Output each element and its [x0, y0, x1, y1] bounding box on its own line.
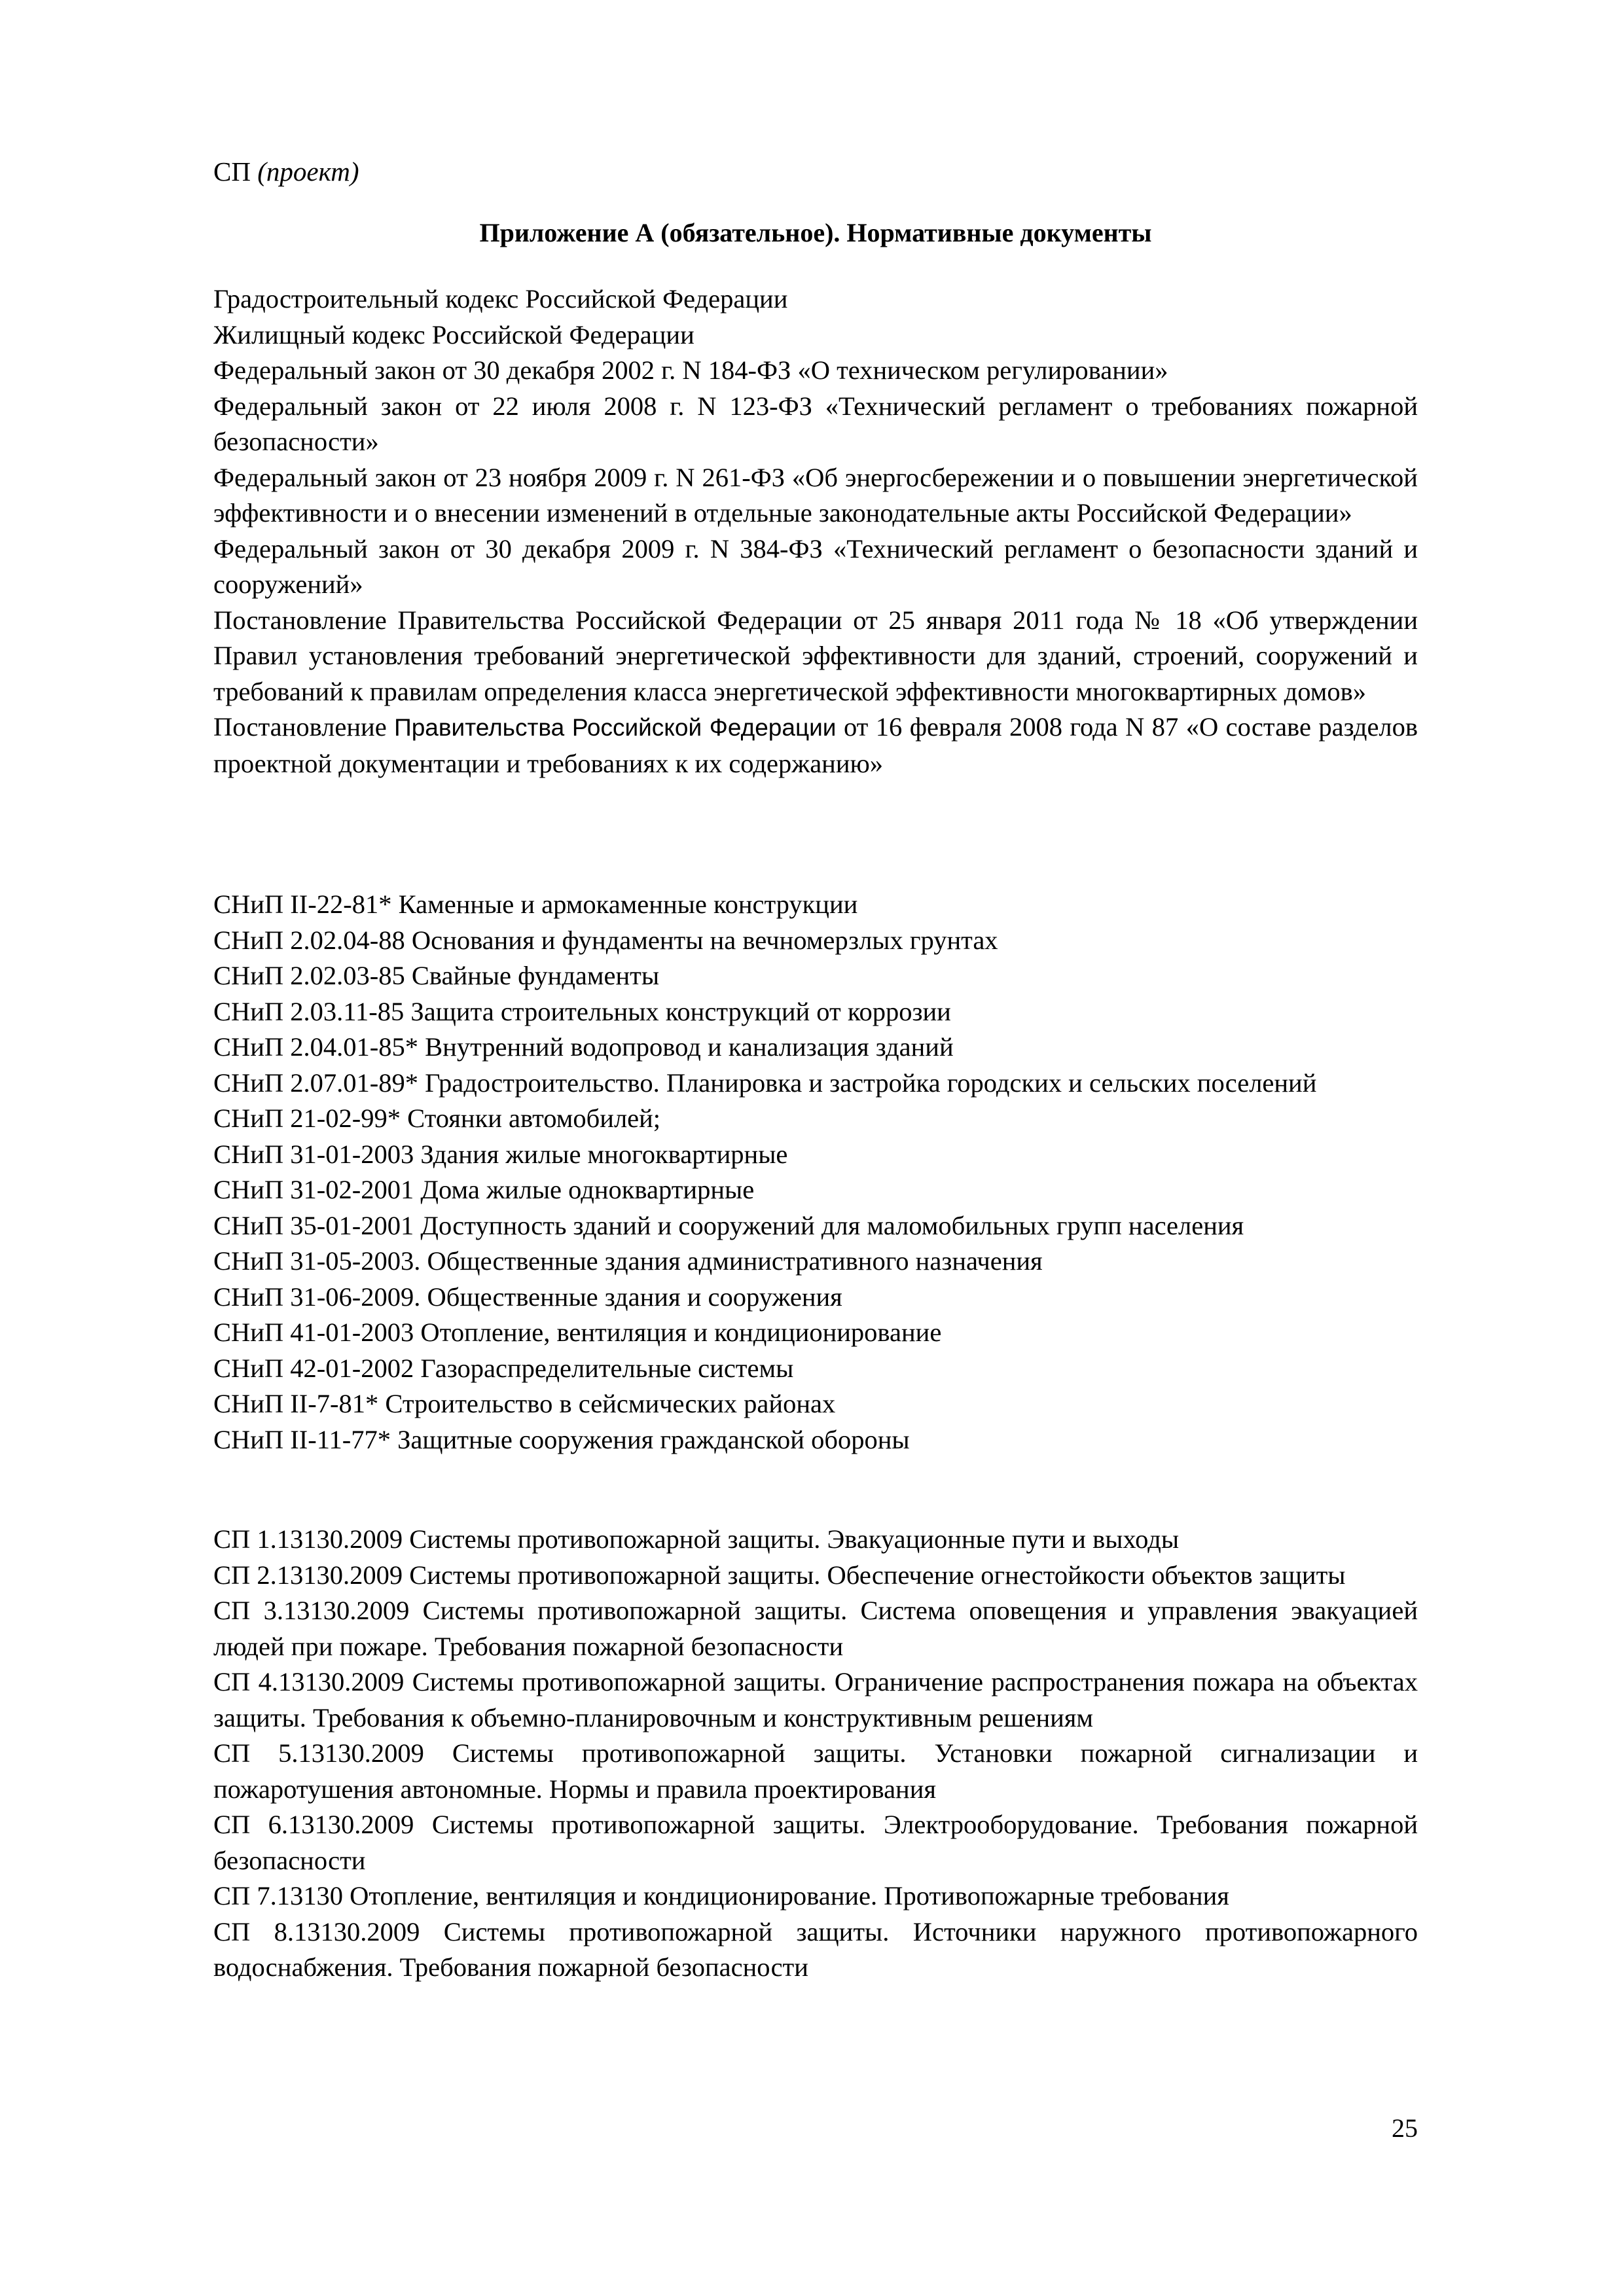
snip-item: СНиП 31-06-2009. Общественные здания и сооружения [213, 1282, 842, 1312]
snip-item: СНиП II-7-81* Строительство в сейсмических районах [213, 1389, 836, 1418]
appendix-title: Приложение А (обязательное). Нормативные документы [479, 218, 1152, 247]
law-item: Постановление Правительства Российской Федерации от 25 января 2011 года № 18 «Об утверждении Правил установления требований энергетической эффективности для зданий, строений, сооружений и требований к правилам определения класса энергетической эффективности многоквартирных домов» [213, 605, 1418, 706]
page-number: 25 [1392, 2113, 1418, 2143]
law-item: Жилищный кодекс Российской Федерации [213, 319, 695, 350]
sp-item: СП 7.13130 Отопление, вентиляция и кондиционирование. Противопожарные требования [213, 1881, 1229, 1910]
header-prefix: СП [213, 156, 251, 187]
snip-item: СНиП 31-05-2003. Общественные здания административного назначения [213, 1246, 1043, 1276]
sp-list [213, 1522, 1418, 1986]
snip-item: СНиП 31-01-2003 Здания жилые многоквартирные [213, 1139, 788, 1169]
document-header [213, 154, 359, 188]
law-item: Федеральный закон от 30 декабря 2002 г. N 184-ФЗ «О техническом регулировании» [213, 355, 1168, 385]
snip-item: СНиП 21-02-99* Стоянки автомобилей; [213, 1103, 661, 1133]
snip-item: СНиП 42-01-2002 Газораспределительные системы [213, 1353, 794, 1383]
sp-item: СП 6.13130.2009 Системы противопожарной защиты. Электрооборудование. Требования пожарной безопасности [213, 1810, 1418, 1875]
law-item-decree-2008 [213, 709, 1418, 781]
snip-item: СНиП 2.02.04-88 Основания и фундаменты на вечномерзлых грунтах [213, 925, 998, 955]
snip-item: СНиП 31-02-2001 Дома жилые одноквартирные [213, 1175, 755, 1204]
snip-item: СНиП 35-01-2001 Доступность зданий и сооружений для маломобильных групп населения [213, 1210, 1244, 1240]
laws-list [213, 281, 1418, 781]
decree-tail: от 16 февраля 2008 года N 87 «О составе разделов проектной документации и требованиях к их содержанию» [213, 712, 1418, 778]
sp-item: СП 5.13130.2009 Системы противопожарной защиты. Установки пожарной сигнализации и пожаротушения автономные. Нормы и правила проектирования [213, 1738, 1418, 1804]
header-suffix: (проект) [257, 156, 359, 187]
snip-item: СНиП 2.07.01-89* Градостроительство. Планировка и застройка городских и сельских поселений [213, 1067, 1317, 1098]
snip-item: СНиП 2.04.01-85* Внутренний водопровод и канализация зданий [213, 1032, 954, 1062]
decree-government: Правительства Российской Федерации [394, 714, 837, 741]
sp-item: СП 3.13130.2009 Системы противопожарной защиты. Система оповещения и управления эвакуацией людей при пожаре. Требования пожарной безопасности [213, 1596, 1418, 1661]
sp-item: СП 4.13130.2009 Системы противопожарной защиты. Ограничение распространения пожара на объектах защиты. Требования к объемно-планировочным и конструктивным решениям [213, 1667, 1418, 1732]
sp-item: СП 8.13130.2009 Системы противопожарной защиты. Источники наружного противопожарного водоснабжения. Требования пожарной безопасности [213, 1916, 1418, 1982]
snip-list [213, 887, 1418, 1458]
law-item: Федеральный закон от 22 июля 2008 г. N 123-ФЗ «Технический регламент о требованиях пожарной безопасности» [213, 391, 1418, 456]
snip-item: СНиП II-22-81* Каменные и армокаменные конструкции [213, 889, 858, 919]
sp-item: СП 2.13130.2009 Системы противопожарной защиты. Обеспечение огнестойкости объектов защиты [213, 1560, 1346, 1590]
law-item: Федеральный закон от 23 ноября 2009 г. N 261-ФЗ «Об энергосбережении и о повышении энергетической эффективности и о внесении изменений в отдельные законодательные акты Российской Федерации» [213, 462, 1418, 528]
law-item: Федеральный закон от 30 декабря 2009 г. N 384-ФЗ «Технический регламент о безопасности зданий и сооружений» [213, 533, 1418, 599]
snip-item: СНиП 41-01-2003 Отопление, вентиляция и кондиционирование [213, 1318, 942, 1347]
snip-item: СНиП 2.02.03-85 Свайные фундаменты [213, 961, 660, 990]
decree-lead: Постановление [213, 712, 387, 742]
law-item: Градостроительный кодекс Российской Федерации [213, 284, 788, 314]
snip-item: СНиП II-11-77* Защитные сооружения гражданской обороны [213, 1424, 910, 1454]
sp-item: СП 1.13130.2009 Системы противопожарной защиты. Эвакуационные пути и выходы [213, 1524, 1180, 1554]
snip-item: СНиП 2.03.11-85 Защита строительных конструкций от коррозии [213, 996, 951, 1026]
